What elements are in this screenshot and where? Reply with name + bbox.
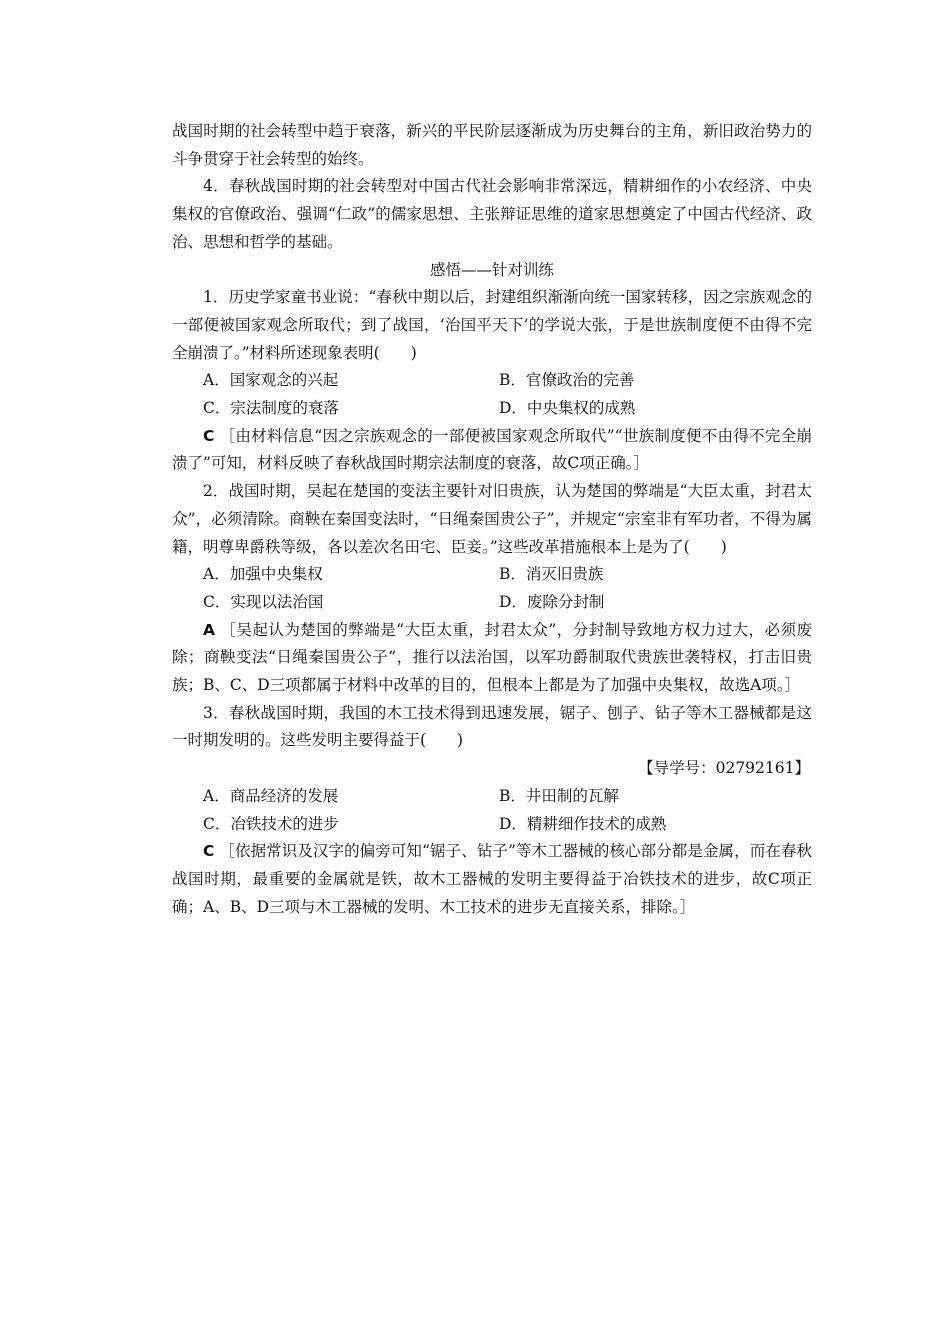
question-stem: 2．战国时期，吴起在楚国的变法主要针对旧贵族，认为楚国的弊端是“大臣太重，封君太众”，必须清除。商鞅在秦国变法时，“日绳秦国贵公子”，并规定“宗室非有军功者，不得为属籍，明尊卑爵秩等级，各以差次名田宅、臣妾。”这些改革措施根本上是为了( ) — [172, 482, 812, 556]
option-a: A．加强中央集权 — [203, 565, 323, 584]
option-list — [172, 367, 812, 422]
document-page — [172, 118, 812, 921]
answer-explanation — [172, 838, 812, 921]
option-b: B．井田制的瓦解 — [499, 786, 619, 805]
option-c: C．实现以法治国 — [203, 592, 324, 611]
option-d: D．精耕细作技术的成熟 — [499, 814, 667, 833]
option-c: C．冶铁技术的进步 — [203, 814, 339, 833]
answer-explanation — [172, 423, 812, 478]
option-list — [172, 783, 812, 838]
guide-reference-number: 【导学号：02792161】 — [638, 759, 810, 778]
answer-letter: C — [203, 842, 215, 861]
option-c: C．宗法制度的衰落 — [203, 399, 339, 418]
option-a: A．商品经济的发展 — [203, 786, 339, 805]
section-title: 感悟——针对训练 — [429, 260, 554, 279]
option-d: D．中央集权的成熟 — [499, 399, 636, 418]
answer-letter: C — [203, 426, 215, 445]
explanation-text: ［吴起认为楚国的弊端是“大臣太重，封君太众”，分封制导致地方权力过大，必须废除；商鞅变法“日绳秦国贵公子”，推行以法治国，以军功爵制取代贵族世袭特权，打击旧贵族；B、C、D三项都属于材料中改革的目的，但根本上都是为了加强中央集权，故选A项。］ — [172, 620, 812, 695]
option-b: B．消灭旧贵族 — [499, 565, 604, 584]
answer-explanation — [172, 617, 812, 700]
explanation-text: ［依据常识及汉字的偏旁可知“锯子、钻子”等木工器械的核心部分都是金属，而在春秋战国时期，最重要的金属就是铁，故木工器械的发明主要得益于冶铁技术的进步，故C项正确；A、B、D三项与木工器械的发明、木工技术的进步无直接关系，排除。］ — [172, 842, 812, 916]
explanation-text: ［由材料信息“因之宗族观念的一部便被国家观念所取代”“世族制度便不由得不完全崩溃了”可知，材料反映了春秋战国时期宗法制度的衰落，故C项正确。］ — [172, 426, 812, 473]
question-2 — [172, 478, 812, 700]
question-stem: 3．春秋战国时期，我国的木工技术得到迅速发展，锯子、刨子、钻子等木工器械都是这一时期发明的。这些发明主要得益于( ) — [172, 703, 812, 750]
option-a: A．国家观念的兴起 — [203, 371, 339, 390]
question-1 — [172, 284, 812, 478]
intro-paragraph-3-tail: 战国时期的社会转型中趋于衰落，新兴的平民阶层逐渐成为历史舞台的主角，新旧政治势力的斗争贯穿于社会转型的始终。 — [172, 122, 812, 168]
option-d: D．废除分封制 — [499, 592, 605, 611]
question-3 — [172, 700, 812, 922]
option-b: B．官僚政治的完善 — [499, 371, 635, 390]
intro-paragraph-4: 4．春秋战国时期的社会转型对中国古代社会影响非常深远，精耕细作的小农经济、中央集权的官僚政治、强调“仁政”的儒家思想、主张辩证思维的道家思想奠定了中国古代经济、政治、思想和哲学的基础。 — [172, 177, 812, 251]
option-list — [172, 561, 812, 616]
question-stem: 1．历史学家童书业说：“春秋中期以后，封建组织渐渐向统一国家转移，因之宗族观念的一部便被国家观念所取代；到了战国，‘治国平天下’的学说大张，于是世族制度便不由得不完全崩溃了。”材料所述现象表明( ) — [172, 288, 812, 362]
answer-letter: A — [203, 620, 215, 639]
